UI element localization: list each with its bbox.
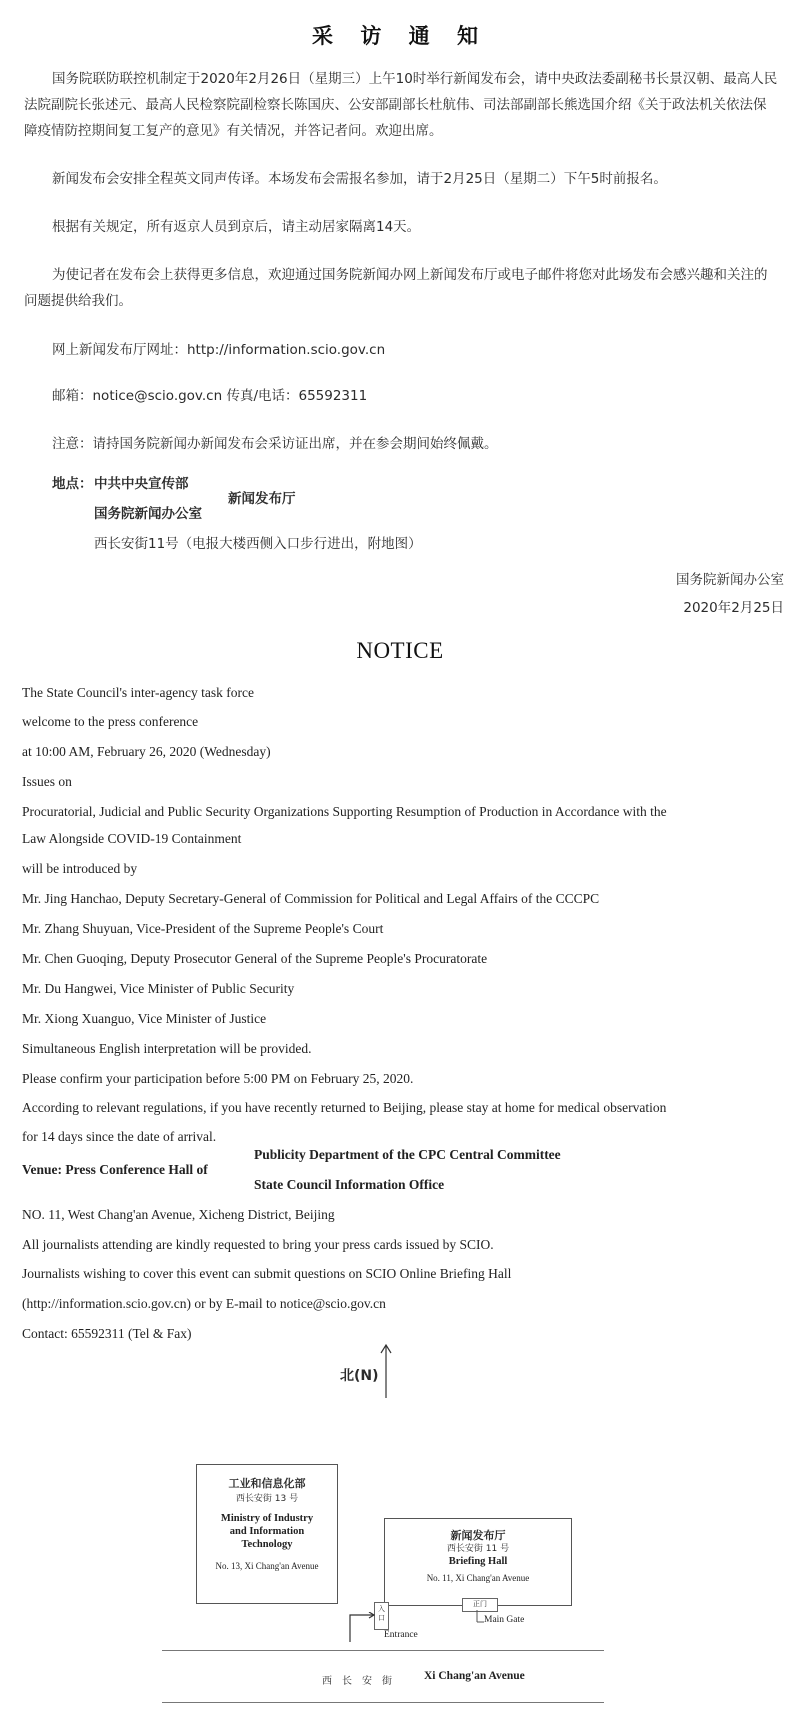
chinese-paragraph-1: 国务院联防联控机制定于2020年2月26日（星期三）上午10时举行新闻发布会，请中央政法委副秘书长景汉朝、最高人民法院副院长张述元、最高人民检察院副检察长陈国庆、公安部副部长杜航伟、司法部副部长熊选国介绍《关于政法机关依法保障疫情防控期间复工复产的意见》有关情况，并答记者问。欢迎出席。 (24, 71, 778, 139)
miit-name-en-1: Ministry of Industry (220, 1513, 314, 1524)
english-line: Mr. Zhang Shuyuan, Vice-President of the Supreme People's Court (22, 921, 384, 936)
questions-line: Journalists wishing to cover this event can submit questions on SCIO Online Briefing Hall (22, 1266, 512, 1281)
english-line: will be introduced by (22, 861, 138, 876)
chinese-title: 采 访 通 知 (312, 24, 488, 48)
signature-org: 国务院新闻办公室 (676, 572, 784, 588)
questions-url-line: (http://information.scio.gov.cn) or by E-mail to notice@scio.gov.cn (22, 1296, 386, 1311)
venue-label-en: Venue: Press Conference Hall of (22, 1162, 208, 1177)
contact-line-en: Contact: 65592311 (Tel & Fax) (22, 1326, 192, 1341)
venue-hall-cn: 新闻发布厅 (228, 491, 296, 507)
press-card-line: All journalists attending are kindly requested to bring your press cards issued by SCIO. (22, 1237, 494, 1252)
english-line: Simultaneous English interpretation will be provided. (22, 1041, 312, 1056)
entrance-en: Entrance (384, 1630, 418, 1640)
venue-label-cn: 地点： (52, 476, 93, 492)
english-line: Mr. Chen Guoqing, Deputy Prosecutor General of the Supreme People's Procuratorate (22, 951, 488, 966)
email-fax-line: 邮箱：notice@scio.gov.cn 传真/电话：65592311 (52, 388, 368, 404)
venue-org-scio-en: State Council Information Office (254, 1177, 445, 1192)
miit-building (196, 1464, 338, 1604)
english-line: Please confirm your participation before 5:00 PM on February 25, 2020. (22, 1071, 414, 1086)
street-name-cn: 西 长 安 街 (322, 1676, 392, 1687)
signature-date: 2020年2月25日 (683, 600, 784, 616)
chinese-paragraph-4: 为使记者在发布会上获得更多信息，欢迎通过国务院新闻办网上新闻发布厅或电子邮件将您对此场发布会感兴趣和关注的问题提供给我们。 (24, 267, 768, 309)
english-line: Mr. Xiong Xuanguo, Vice Minister of Justice (22, 1011, 267, 1026)
hall-name-en: Briefing Hall (448, 1556, 508, 1567)
english-line: Law Alongside COVID-19 Containment (22, 831, 242, 846)
main-gate-en: Main Gate (484, 1615, 525, 1625)
miit-name-cn: 工业和信息化部 (228, 1477, 306, 1490)
miit-name-en-2: and Information (229, 1526, 305, 1537)
street-name-en: Xi Chang'an Avenue (424, 1670, 525, 1682)
hall-address-en: No. 11, Xi Chang'an Avenue (426, 1573, 530, 1583)
hall-address-cn: 西长安街 11 号 (446, 1544, 510, 1554)
main-gate-cn: 正门 (473, 1600, 487, 1608)
briefing-hall-building (384, 1518, 572, 1606)
miit-address-cn: 西长安街 13 号 (235, 1494, 299, 1504)
note-line: 注意：请持国务院新闻办新闻发布会采访证出席，并在参会期间始终佩戴。 (52, 436, 498, 452)
english-line: Mr. Du Hangwei, Vice Minister of Public Security (22, 981, 295, 996)
english-line: The State Council's inter-agency task force (22, 685, 254, 700)
venue-org-cpc-cn: 中共中央宣传部 (94, 476, 189, 492)
english-line: welcome to the press conference (22, 714, 199, 729)
hall-name-cn: 新闻发布厅 (450, 1529, 506, 1542)
street-edge-bottom (162, 1702, 604, 1703)
chinese-paragraph-3: 根据有关规定，所有返京人员到京后，请主动居家隔离14天。 (52, 219, 421, 235)
chinese-paragraph-2: 新闻发布会安排全程英文同声传译。本场发布会需报名参加，请于2月25日（星期二）下午5时前报名。 (52, 171, 667, 187)
venue-address-cn: 西长安街11号（电报大楼西侧入口步行进出，附地图） (94, 536, 422, 552)
english-line: According to relevant regulations, if you have recently returned to Beijing, please stay at home for medical observation (22, 1100, 667, 1115)
english-title: NOTICE (356, 638, 444, 663)
english-line: Mr. Jing Hanchao, Deputy Secretary-General of Commission for Political and Legal Affairs of the CCCPC (22, 891, 600, 906)
street-edge-top (162, 1650, 604, 1651)
venue-address-en: NO. 11, West Chang'an Avenue, Xicheng District, Beijing (22, 1207, 335, 1222)
north-arrow-icon (378, 1342, 394, 1398)
website-line: 网上新闻发布厅网址：http://information.scio.gov.cn (52, 342, 386, 358)
venue-org-cpc-en: Publicity Department of the CPC Central Committee (254, 1147, 561, 1162)
entrance-path-icon (348, 1612, 378, 1642)
english-line: for 14 days since the date of arrival. (22, 1129, 217, 1144)
miit-name-en-3: Technology (241, 1539, 293, 1550)
english-line: at 10:00 AM, February 26, 2020 (Wednesday) (22, 744, 271, 759)
miit-address-en: No. 13, Xi Chang'an Avenue (215, 1561, 319, 1571)
english-line: Procuratorial, Judicial and Public Security Organizations Supporting Resumption of Production in Accordance with the (22, 804, 667, 819)
entrance-cn: 入口 (378, 1605, 385, 1622)
main-gate-pointer-icon (470, 1610, 484, 1624)
venue-org-scio-cn: 国务院新闻办公室 (94, 506, 202, 522)
english-line: Issues on (22, 774, 72, 789)
north-label: 北(N) (340, 1368, 379, 1384)
